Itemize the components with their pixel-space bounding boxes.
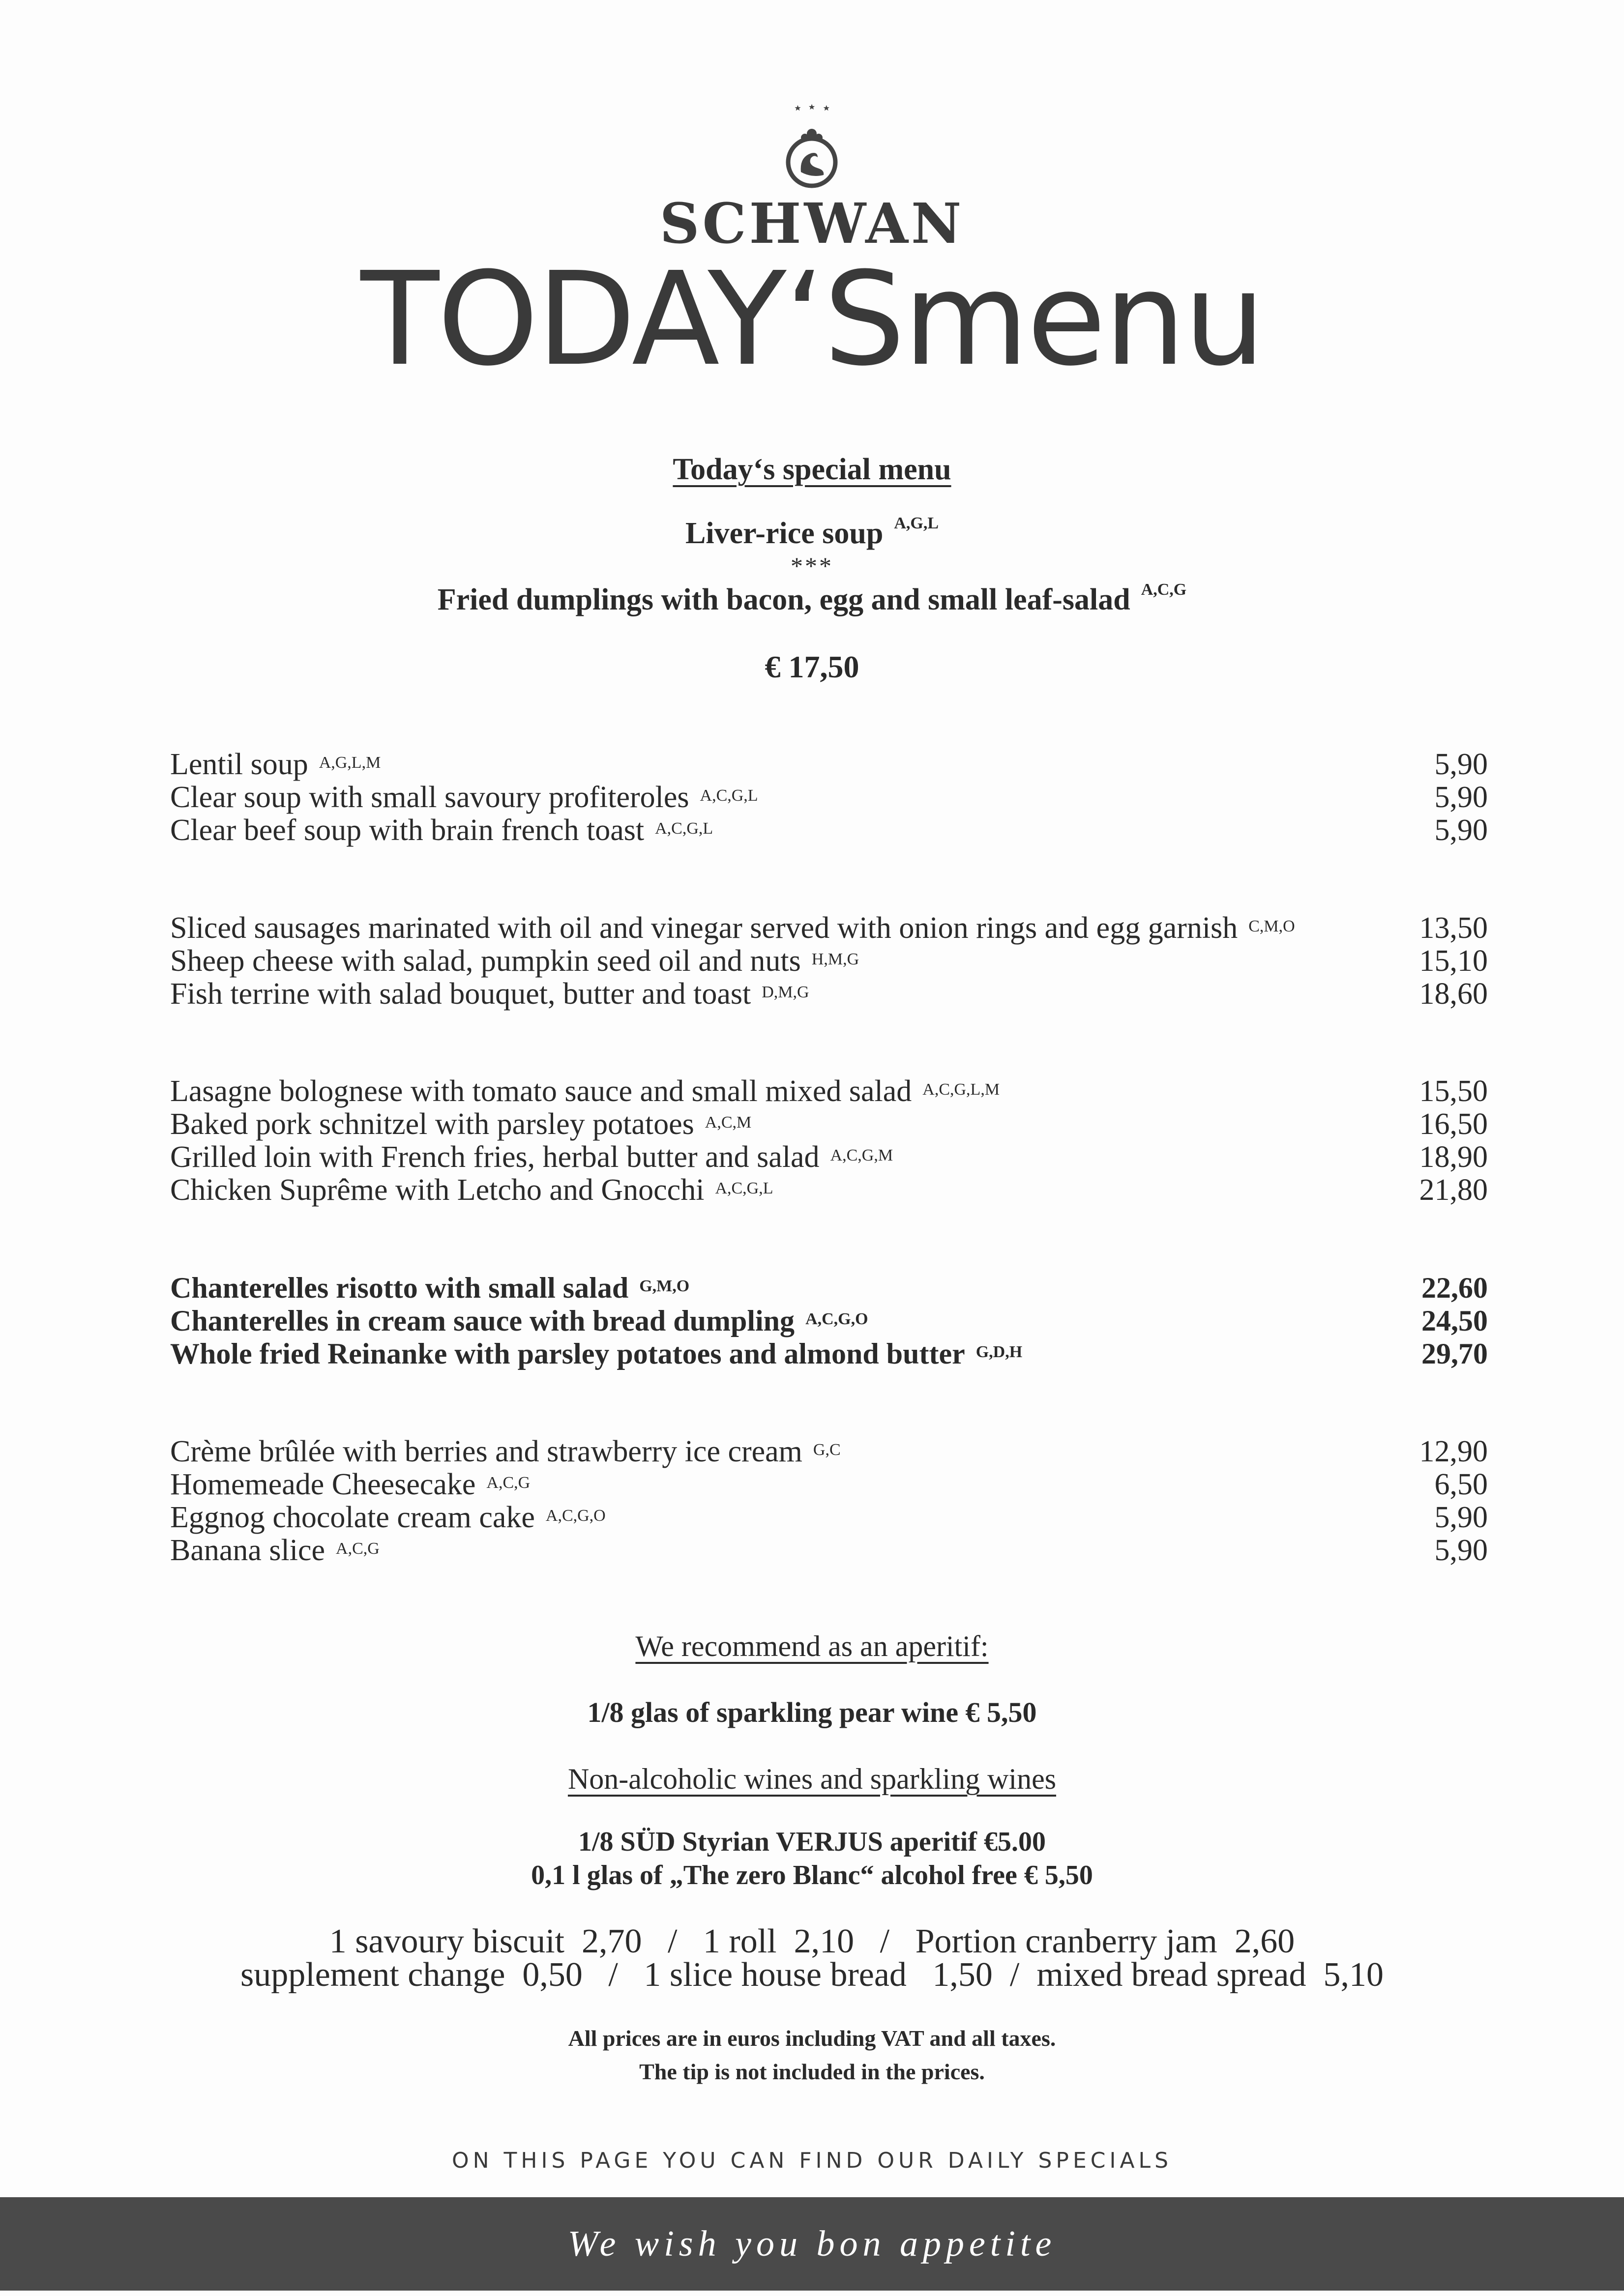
menu-row: [170, 945, 1488, 978]
dish-price: 5,90: [1434, 1501, 1488, 1534]
dish-name: Homemeade Cheesecake: [170, 1468, 476, 1501]
menu-row: [170, 978, 1488, 1011]
dish-name: Baked pork schnitzel with parsley potatoes: [170, 1107, 694, 1141]
menu-row: [170, 748, 1488, 781]
menu-row: [170, 781, 1488, 814]
dish-name: Chicken Suprême with Letcho and Gnocchi: [170, 1173, 705, 1207]
menu-row: [170, 1534, 1488, 1567]
special-soup-name: Liver-rice soup: [685, 517, 884, 550]
starters-section: [170, 912, 1488, 1011]
dish-price: 29,70: [1421, 1337, 1488, 1370]
aperitif-heading: We recommend as an aperitif:: [635, 1630, 989, 1662]
aperitif-item: 1/8 glas of sparkling pear wine € 5,50: [587, 1696, 1037, 1728]
dish-name: Lasagne bolognese with tomato sauce and small mixed salad: [170, 1075, 912, 1108]
dish-allergens: A,G,L,M: [319, 754, 381, 772]
dish-allergens: A,C,G,O: [805, 1310, 868, 1328]
special-main-name: Fried dumplings with bacon, egg and small leaf-salad: [437, 583, 1130, 616]
dish-price: 21,80: [1419, 1173, 1488, 1207]
page-title: TODAY‘Smenu: [360, 244, 1264, 394]
menu-row: [170, 1337, 1488, 1370]
dish-name: Sliced sausages marinated with oil and vinegar served with onion rings and egg garnish: [170, 911, 1238, 945]
nonalc-item-2: 0,1 l glas of „The zero Blanc“ alcohol free € 5,50: [531, 1860, 1093, 1890]
dish-name: Clear soup with small savoury profiteroles: [170, 781, 689, 814]
dish-price: 18,90: [1419, 1140, 1488, 1174]
menu-row: [170, 814, 1488, 847]
dish-price: 5,90: [1434, 1534, 1488, 1567]
dish-price: 16,50: [1419, 1107, 1488, 1141]
special-price: € 17,50: [765, 649, 859, 684]
schwan-swan-logo: [763, 98, 861, 197]
nonalc-item-1: 1/8 SÜD Styrian VERJUS aperitif €5.00: [578, 1827, 1046, 1857]
dish-price: 15,10: [1419, 944, 1488, 978]
dish-name: Fish terrine with salad bouquet, butter and toast: [170, 977, 751, 1011]
dish-allergens: C,M,O: [1248, 917, 1295, 935]
special-main-allergens: A,C,G: [1141, 581, 1187, 599]
dish-allergens: G,M,O: [639, 1277, 690, 1295]
desserts-section: [170, 1435, 1488, 1567]
dish-allergens: G,D,H: [975, 1343, 1023, 1361]
special-soup: [0, 516, 1624, 551]
menu-row: [170, 912, 1488, 945]
special-soup-allergens: A,G,L: [894, 514, 939, 532]
dish-allergens: A,C,G: [336, 1540, 380, 1558]
menu-row: [170, 1305, 1488, 1337]
dish-name: Grilled loin with French fries, herbal butter and salad: [170, 1140, 820, 1174]
dish-name: Clear beef soup with brain french toast: [170, 814, 645, 847]
menu-row: [170, 1108, 1488, 1141]
dish-name: Chanterelles risotto with small salad: [170, 1272, 629, 1304]
dish-allergens: A,C,G,O: [545, 1507, 606, 1525]
dish-price: 15,50: [1419, 1075, 1488, 1108]
dish-price: 6,50: [1434, 1468, 1488, 1501]
dish-allergens: A,C,G,M: [830, 1146, 893, 1164]
dish-price: 24,50: [1421, 1305, 1488, 1337]
dish-allergens: G,C: [813, 1441, 841, 1459]
dish-name: Lentil soup: [170, 748, 308, 781]
dish-price: 13,50: [1419, 911, 1488, 945]
price-note-2: The tip is not included in the prices.: [639, 2059, 985, 2084]
menu-row: [170, 1141, 1488, 1174]
dish-allergens: A,C,G,L: [700, 786, 758, 805]
dish-price: 5,90: [1434, 748, 1488, 781]
mains-section: [170, 1075, 1488, 1207]
menu-row: [170, 1272, 1488, 1305]
special-heading: Today‘s special menu: [673, 453, 951, 486]
price-note-1: All prices are in euros including VAT and all taxes.: [568, 2026, 1056, 2051]
nonalc-heading: Non-alcoholic wines and sparkling wines: [567, 1763, 1057, 1795]
dish-name: Chanterelles in cream sauce with bread dumpling: [170, 1305, 795, 1337]
footer-message: We wish you bon appetite: [567, 2223, 1057, 2264]
dish-name: Crème brûlée with berries and strawberry ice cream: [170, 1435, 802, 1468]
daily-specials-tagline: ON THIS PAGE YOU CAN FIND OUR DAILY SPECIALS: [451, 2148, 1173, 2173]
dish-price: 22,60: [1421, 1272, 1488, 1304]
soups-section: [170, 748, 1488, 847]
dish-price: 5,90: [1434, 814, 1488, 847]
special-main: [0, 582, 1624, 617]
dish-allergens: A,C,G: [486, 1474, 531, 1492]
dish-name: Whole fried Reinanke with parsley potatoes and almond butter: [170, 1337, 965, 1370]
dish-name: Banana slice: [170, 1534, 325, 1567]
dish-allergens: H,M,G: [811, 950, 859, 968]
dish-allergens: A,C,G,L: [715, 1179, 773, 1197]
extras-line-2: supplement change 0,50 / 1 slice house bread 1,50 / mixed bread spread 5,10: [240, 1956, 1384, 1994]
menu-row: [170, 1075, 1488, 1108]
dish-price: 5,90: [1434, 781, 1488, 814]
extras-line-1: 1 savoury biscuit 2,70 / 1 roll 2,10 / Portion cranberry jam 2,60: [329, 1922, 1295, 1960]
menu-row: [170, 1174, 1488, 1207]
dish-price: 18,60: [1419, 977, 1488, 1011]
special-separator: ***: [791, 552, 833, 580]
dish-allergens: A,C,G,L: [655, 819, 713, 838]
menu-row: [170, 1468, 1488, 1501]
brand-name: SCHWAN: [659, 192, 965, 256]
dish-name: Eggnog chocolate cream cake: [170, 1501, 535, 1534]
footer-band: [0, 2197, 1624, 2291]
dish-price: 12,90: [1419, 1435, 1488, 1468]
dish-allergens: D,M,G: [762, 983, 809, 1001]
dish-allergens: A,C,M: [705, 1113, 752, 1132]
dish-allergens: A,C,G,L,M: [922, 1080, 1000, 1099]
dish-name: Sheep cheese with salad, pumpkin seed oil and nuts: [170, 944, 801, 978]
menu-row: [170, 1435, 1488, 1468]
menu-row: [170, 1501, 1488, 1534]
specials-section: [170, 1272, 1488, 1370]
